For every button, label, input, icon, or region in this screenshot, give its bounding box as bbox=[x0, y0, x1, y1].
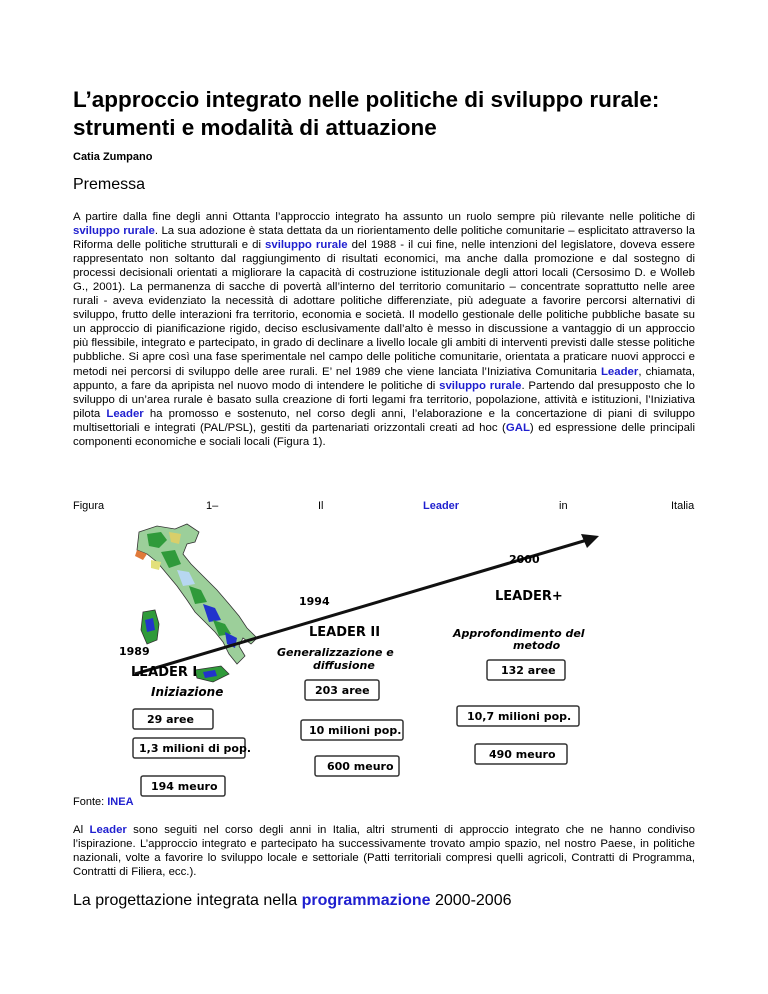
leader-timeline-figure bbox=[117, 520, 637, 798]
text-run: del 1988 - il cui fine, nelle intenzioni del legislatore, doveva essere rappresentato non soltanto dal raggiungimento di risultati economici, ma anche dalla promozione e dal sostegno di processi decisionali orientati a migliorare la capacità di costruzione istituzionale degli attori locali (Cersosimo D. e Wolleb G., 2001). La permanenza di sacche di povertà all’interno del territorio comunitario – concentrate soprattutto nelle aree rurali - aveva evidenziato la necessità di adottare politiche differenziate, più adeguate a favorire percorsi alternativi di sviluppo, frutto delle interazioni fra territorio, economia e società. Il modello gestionale delle politiche pubbliche basate su un approccio di pianificazione rigido, deciso esclusivamente dall’alto è messo in discussione a vantaggio di un approccio più flessibile, integrato e partecipato, in grado di declinare a livello locale gli ambiti di interventi previsti dalle stesse politiche pubbliche. Si apre così una fase sperimentale nel campo delle politiche comunitarie, orientata a praticare nuovi approcci e metodi nei percorsi di sviluppo delle aree rurali. E’ nel 1989 che viene lanciata l’Iniziativa Comunitaria bbox=[73, 239, 696, 378]
section-heading-premessa: Premessa bbox=[73, 176, 146, 193]
author-name: Catia Zumpano bbox=[73, 151, 153, 163]
year-label: 1994 bbox=[299, 595, 330, 608]
leader1-boxes bbox=[133, 709, 251, 796]
keyword-link[interactable]: Leader bbox=[600, 365, 639, 378]
caption-word: Italia bbox=[671, 500, 695, 512]
section-heading-progettazione bbox=[73, 892, 512, 910]
year-label: 1989 bbox=[119, 645, 150, 658]
phase-label: Approfondimento del bbox=[453, 627, 585, 640]
stat-box-label: 1,3 milioni di pop. bbox=[139, 742, 252, 755]
text-run: ha promosso e sostenuto, nel corso degli anni, l’elaborazione e la concertazione di piani di sviluppo multisettoriali e integrati (PAL/PSL), gestiti da partenariati orizzontali creati ad hoc ( bbox=[73, 407, 695, 434]
keyword-link[interactable]: Leader bbox=[89, 824, 127, 836]
keyword-link[interactable]: programmazione bbox=[301, 892, 431, 909]
stat-box-label: 194 meuro bbox=[151, 780, 218, 793]
phase-label: metodo bbox=[513, 639, 561, 652]
caption-word: Il bbox=[318, 500, 324, 512]
heading-text: La progettazione integrata nella bbox=[73, 892, 302, 909]
stat-box-label: 10,7 milioni pop. bbox=[467, 710, 572, 723]
source-link[interactable]: INEA bbox=[107, 796, 134, 808]
text-run: . La sua adozione è stata dettata da un riorientamento delle politiche comunitarie – esplicitato attraverso la Riforma delle politiche strutturali e di bbox=[73, 225, 695, 252]
keyword-link[interactable]: sviluppo rurale bbox=[439, 379, 522, 392]
keyword-link[interactable]: GAL bbox=[505, 421, 530, 434]
keyword-link[interactable]: sviluppo rurale bbox=[73, 225, 155, 238]
program-label: LEADER+ bbox=[495, 589, 563, 604]
keyword-link[interactable]: Leader bbox=[423, 500, 460, 512]
stat-box-label: 132 aree bbox=[501, 664, 556, 677]
text-run: , chiamata, appunto, a fare da apripista nel nuovo modo di intendere le politiche di bbox=[73, 365, 695, 392]
stat-box-label: 10 milioni pop. bbox=[309, 724, 402, 737]
keyword-link[interactable]: Leader bbox=[106, 407, 144, 420]
keyword-link[interactable]: sviluppo rurale bbox=[265, 239, 348, 252]
document-title bbox=[73, 86, 713, 142]
leader2-boxes bbox=[301, 680, 403, 776]
title-line-1: L’approccio integrato nelle politiche di sviluppo rurale: bbox=[73, 87, 660, 112]
caption-word: 1– bbox=[206, 500, 219, 512]
heading-text: 2000-2006 bbox=[430, 892, 512, 909]
text-run: Al bbox=[73, 824, 90, 836]
phase-label: diffusione bbox=[313, 659, 375, 672]
phase-label: Iniziazione bbox=[151, 685, 224, 699]
italy-map-illustration bbox=[135, 524, 257, 682]
phase-label: Generalizzazione e bbox=[277, 646, 394, 659]
text-run: A partire dalla fine degli anni Ottanta l’approccio integrato ha assunto un ruolo sempre più rilevante nelle politiche di bbox=[73, 211, 695, 223]
program-label: LEADER I bbox=[131, 665, 198, 680]
text-run: . Partendo dal presupposto che lo sviluppo di un’area rurale è basato sulla creazione di forti legami fra territorio, popolazione, attività e istituzioni, l’Iniziativa pilota bbox=[73, 379, 695, 420]
source-label: Fonte: bbox=[73, 796, 108, 808]
stat-box-label: 29 aree bbox=[147, 713, 194, 726]
title-line-2: strumenti e modalità di attuazione bbox=[73, 115, 437, 140]
caption-word: Figura bbox=[73, 500, 105, 512]
program-label: LEADER II bbox=[309, 625, 381, 640]
stat-box-label: 490 meuro bbox=[489, 748, 556, 761]
paragraph-intro bbox=[73, 210, 695, 449]
year-label: 2000 bbox=[509, 553, 540, 566]
figure-source bbox=[73, 796, 134, 808]
stat-box-label: 203 aree bbox=[315, 684, 370, 697]
text-run: sono seguiti nel corso degli anni in Italia, altri strumenti di approccio integrato che ne hanno condiviso l’ispirazione. L’approccio integrato e partecipato ha successivamente trovato ampio spazio, nel nostro Paese, in politiche nazionali, volte a favorire lo sviluppo locale e settoriale (Patti territoriali compresi quelli agricoli, Contratti di Programma, Contratti di Filiera, ecc.). bbox=[73, 824, 696, 879]
leaderplus-boxes bbox=[457, 660, 579, 764]
paragraph-leader-followups bbox=[73, 823, 695, 879]
stat-box-label: 600 meuro bbox=[327, 760, 394, 773]
text-run: ) ed espressione delle principali componenti economiche e sociali locali (Figura 1). bbox=[73, 421, 695, 448]
caption-word: in bbox=[559, 500, 568, 512]
